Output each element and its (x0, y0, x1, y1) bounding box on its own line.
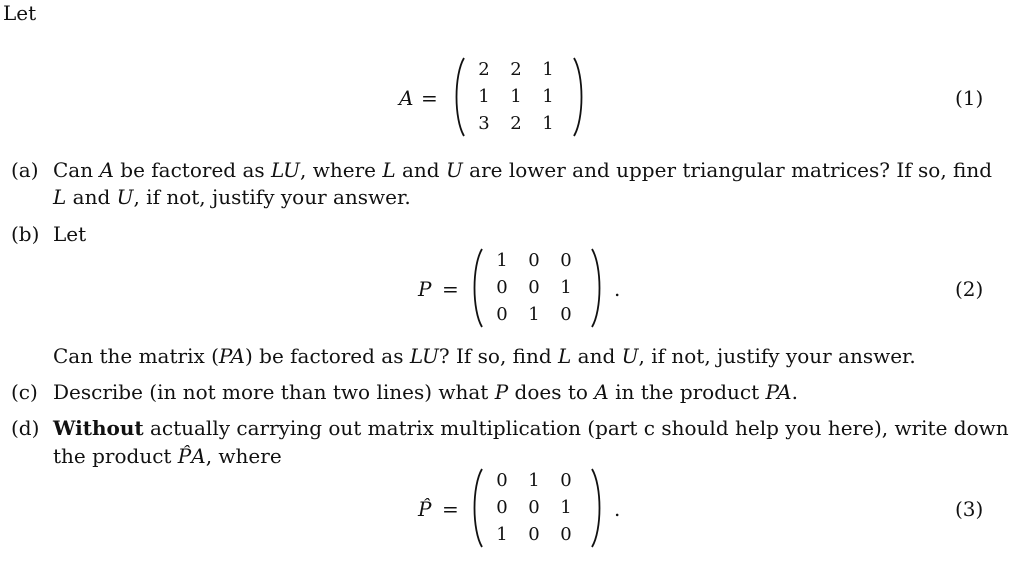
matrix-a-cell: 1 (542, 86, 554, 107)
matrix-p-cell: 0 (528, 277, 540, 298)
part-d-line-1: Without actually carrying out matrix multiplication (part c should help you here), write down (53, 416, 1009, 440)
matrix-a-cell: 1 (542, 113, 554, 134)
matrix-a (452, 57, 592, 137)
matrix-phat-cell: 1 (560, 497, 572, 518)
left-paren-icon (470, 468, 484, 548)
part-a-line-1: Can A be factored as LU, where L and U are lower and upper triangular matrices? If so, find (53, 158, 993, 182)
part-c-text: Describe (in not more than two lines) what P does to A in the product PA. (53, 380, 798, 404)
right-paren-icon (590, 468, 604, 548)
matrix-phat-cell: 0 (496, 497, 508, 518)
part-a-line-2: L and U, if not, justify your answer. (53, 185, 411, 209)
matrix-phat-lhs: P̂ (418, 497, 432, 521)
matrix-phat-equals: = (442, 497, 459, 521)
equation-number-1: (1) (955, 86, 984, 110)
matrix-a-cell: 2 (510, 59, 522, 80)
matrix-p-cell: 1 (560, 277, 572, 298)
matrix-phat-cell: 0 (528, 497, 540, 518)
part-b-question: Can the matrix (PA) be factored as LU? If so, find L and U, if not, justify your answer. (53, 344, 916, 368)
matrix-a-cell: 3 (478, 113, 490, 134)
left-paren-icon (470, 248, 484, 328)
matrix-p-period: . (614, 277, 621, 301)
part-c-label: (c) (11, 380, 38, 404)
matrix-phat (470, 468, 610, 548)
right-paren-icon (572, 57, 586, 137)
part-d-label: (d) (11, 416, 40, 440)
matrix-a-cell: 1 (478, 86, 490, 107)
part-a-label: (a) (11, 158, 39, 182)
matrix-p-cell: 1 (496, 250, 508, 271)
matrix-a-cell: 2 (510, 113, 522, 134)
matrix-p-cell: 0 (560, 304, 572, 325)
part-b-let: Let (53, 222, 87, 246)
matrix-phat-cell: 1 (496, 524, 508, 545)
matrix-phat-cell: 0 (496, 470, 508, 491)
matrix-p-cell: 0 (528, 250, 540, 271)
matrix-p-lhs: P (418, 277, 432, 301)
part-b-label: (b) (11, 222, 40, 246)
matrix-p-cell: 0 (496, 304, 508, 325)
intro-text: Let (3, 1, 37, 25)
matrix-p-equals: = (442, 277, 459, 301)
matrix-a-cell: 1 (510, 86, 522, 107)
matrix-phat-cell: 1 (528, 470, 540, 491)
matrix-phat-cell: 0 (560, 524, 572, 545)
matrix-a-cell: 1 (542, 59, 554, 80)
matrix-a-lhs: A (399, 86, 414, 110)
matrix-p-cell: 1 (528, 304, 540, 325)
matrix-p-cell: 0 (496, 277, 508, 298)
matrix-phat-cell: 0 (560, 470, 572, 491)
right-paren-icon (590, 248, 604, 328)
part-d-line-2: the product P̂A, where (53, 444, 282, 468)
matrix-phat-cell: 0 (528, 524, 540, 545)
matrix-phat-period: . (614, 497, 621, 521)
matrix-p-cell: 0 (560, 250, 572, 271)
left-paren-icon (452, 57, 466, 137)
equation-number-3: (3) (955, 497, 984, 521)
matrix-p (470, 248, 610, 328)
equation-number-2: (2) (955, 277, 984, 301)
matrix-a-cell: 2 (478, 59, 490, 80)
matrix-a-equals: = (421, 86, 438, 110)
